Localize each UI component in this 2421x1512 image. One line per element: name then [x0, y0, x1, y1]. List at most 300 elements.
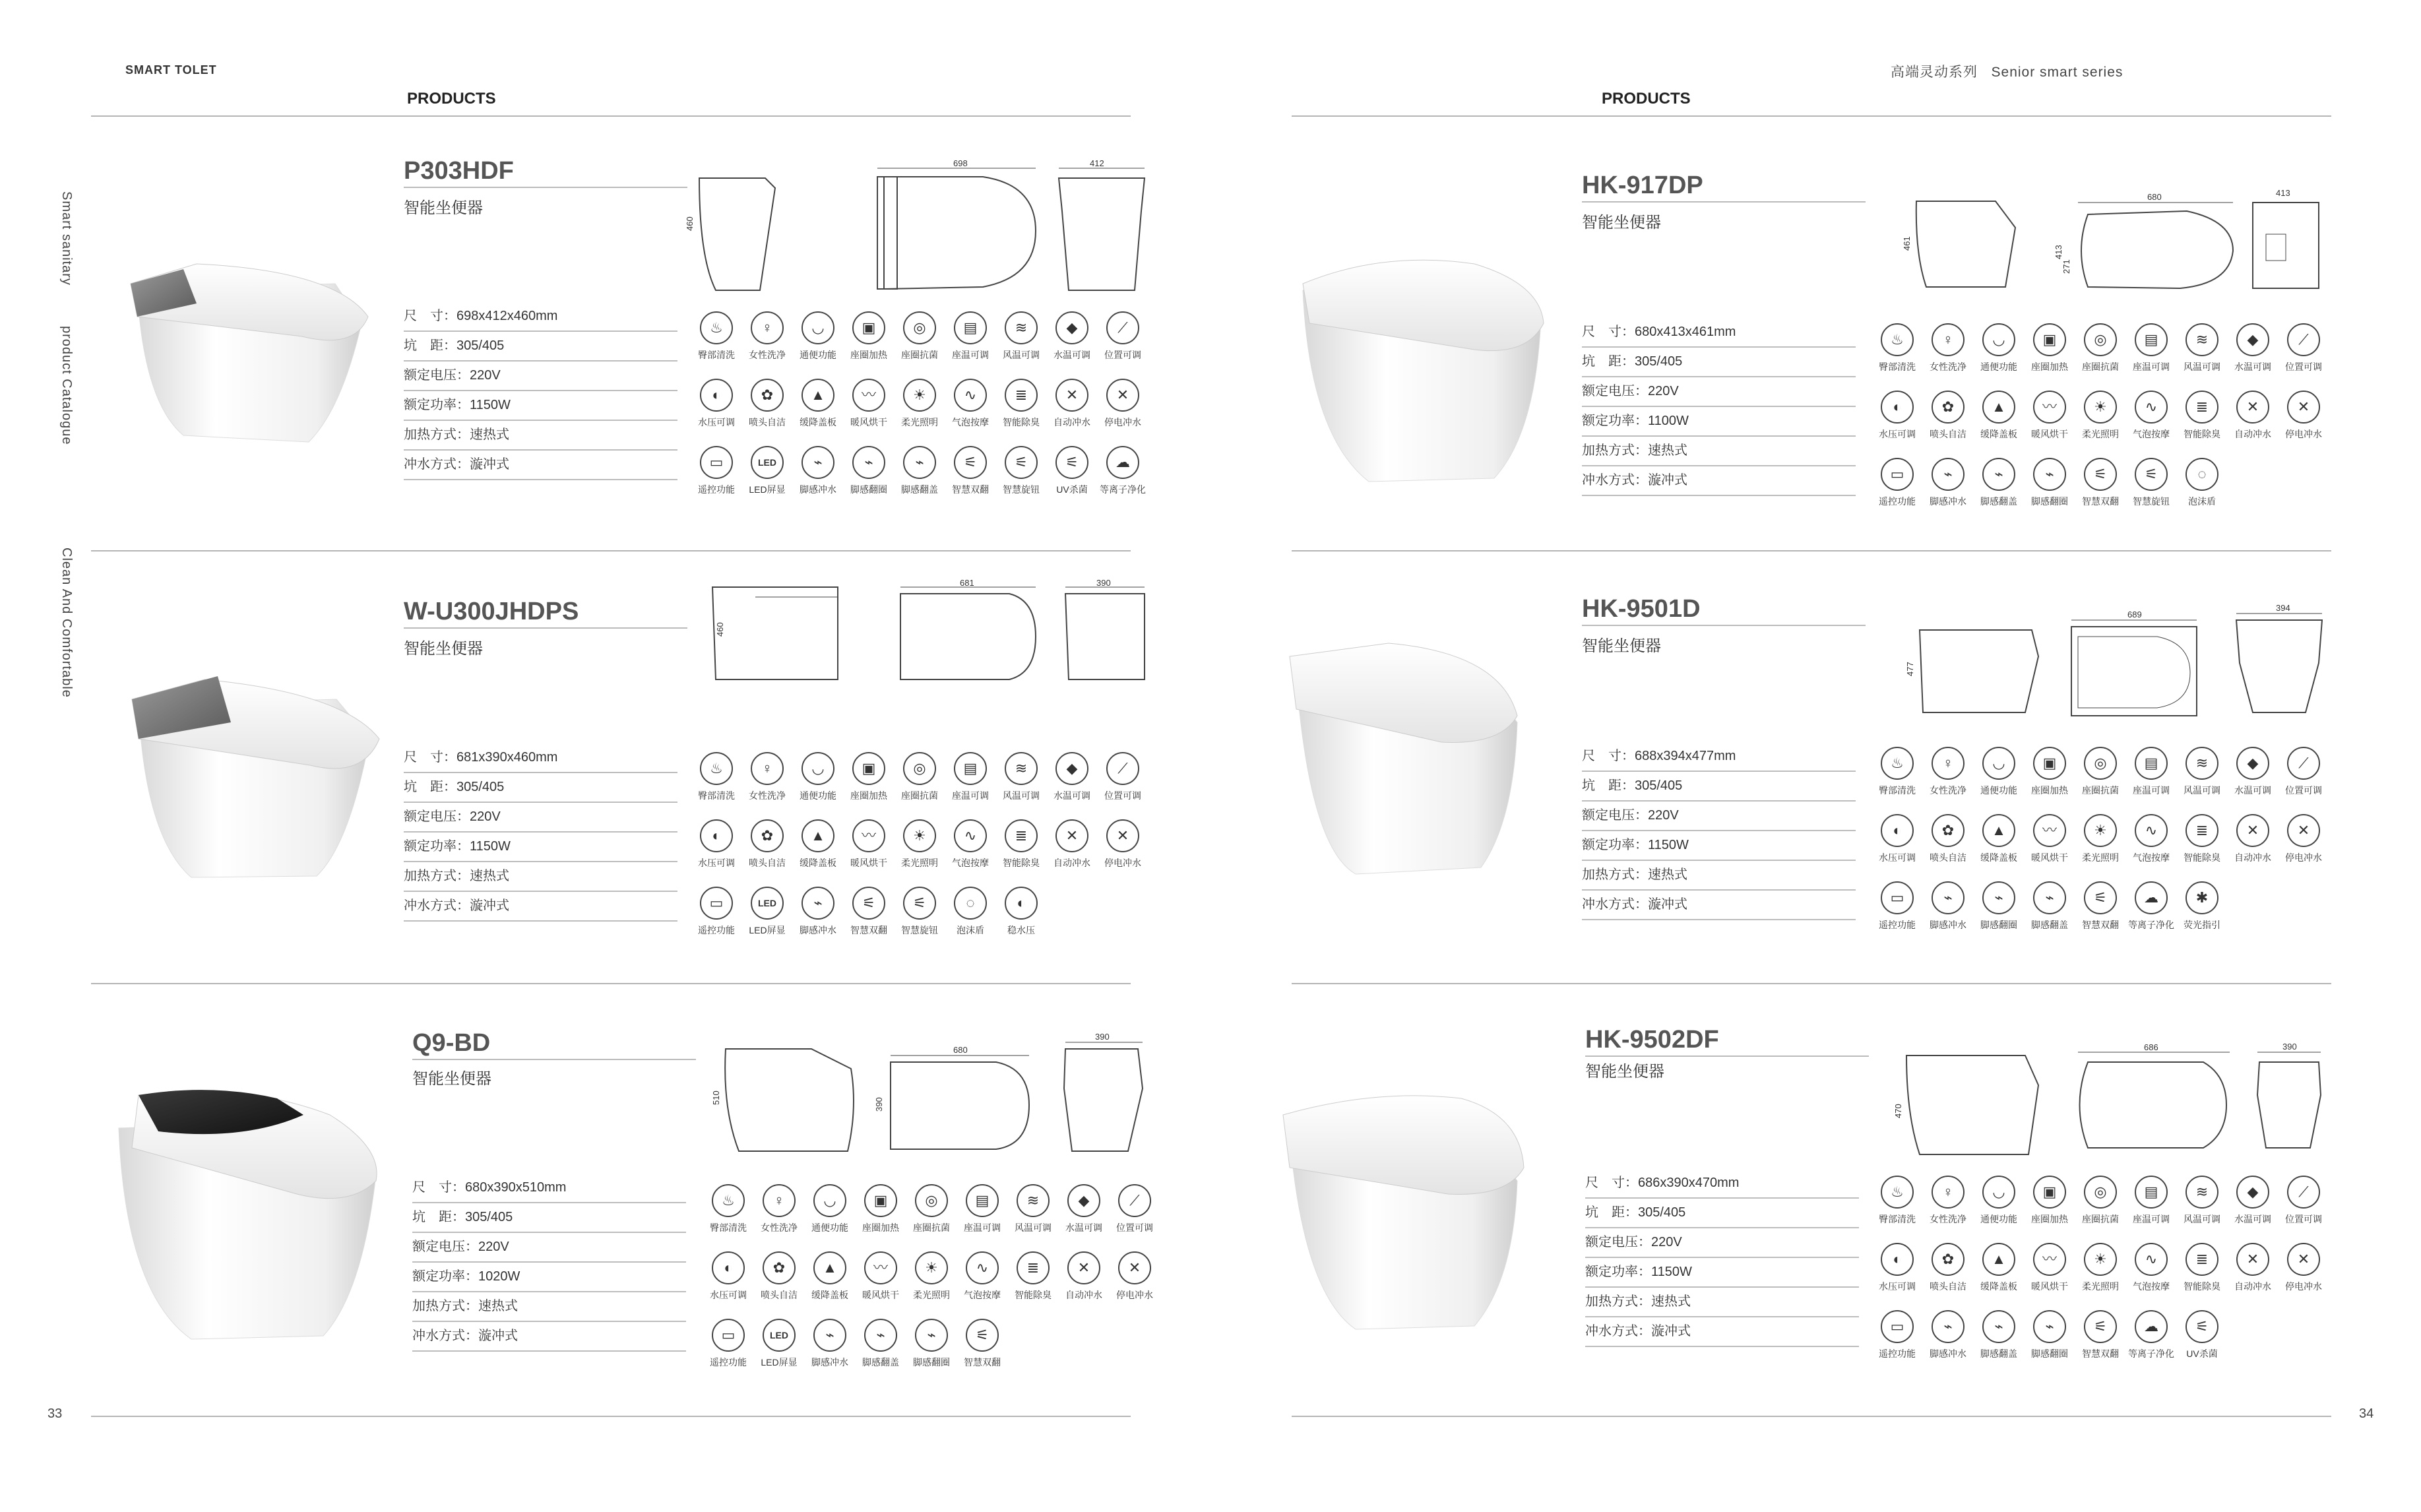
feature-item	[1099, 379, 1147, 429]
seat-heat-icon: ▣	[2033, 1176, 2066, 1209]
seat-temp-icon: ▤	[2135, 747, 2168, 780]
feature-label: 气泡按摩	[2133, 852, 2170, 863]
feature-label: 气泡按摩	[2133, 429, 2170, 439]
foot-cover-icon: ⌁	[2033, 881, 2066, 914]
spec-voltage: 额定电压：220V	[1585, 1228, 1859, 1258]
led-icon: LED	[763, 1319, 796, 1352]
seat-antibac-icon: ◎	[2084, 323, 2117, 356]
feature-label: 水温可调	[2234, 1214, 2271, 1224]
brand-name: SMART TOLET	[125, 63, 217, 77]
seat-antibac-icon: ◎	[915, 1184, 948, 1217]
feature-label: 泡沫盾	[957, 925, 984, 935]
massage-icon: ∿	[2135, 1243, 2168, 1276]
product-name: 智能坐便器	[404, 199, 483, 217]
nozzle-clean-icon: ✿	[751, 379, 784, 412]
feature-label: 智慧双翻	[2082, 1348, 2119, 1359]
spec-pit: 坑 距：305/405	[404, 773, 677, 803]
feature-label: 停电冲水	[2285, 429, 2322, 439]
feature-label: 遥控功能	[698, 484, 735, 495]
spec-size: 尺 寸：680x390x510mm	[412, 1174, 686, 1203]
feature-item	[2280, 814, 2327, 864]
feature-item	[908, 1251, 955, 1302]
dim-length: 686	[2144, 1042, 2158, 1052]
feature-item	[896, 752, 943, 802]
foot-flip-icon: ⌁	[2033, 1310, 2066, 1343]
uv-icon: ⚟	[2185, 1310, 2218, 1343]
feature-item	[806, 1184, 854, 1234]
feature-label: 臀部清洗	[1879, 785, 1916, 796]
foot-flip-icon: ⌁	[1982, 881, 2015, 914]
feature-label: LED屏显	[749, 484, 786, 495]
remote-icon: ▭	[1881, 1310, 1914, 1343]
feature-label: 脚感冲水	[800, 925, 836, 935]
feature-label: 遥控功能	[710, 1357, 747, 1368]
feature-label: 风温可调	[1003, 790, 1040, 801]
foot-flush-icon: ⌁	[1932, 1310, 1965, 1343]
wind-temp-icon: ≋	[2185, 323, 2218, 356]
spec-heating: 加热方式：速热式	[404, 862, 677, 892]
nozzle-clean-icon: ✿	[1932, 814, 1965, 847]
feature-label: 停电冲水	[2285, 852, 2322, 863]
feature-item	[755, 1251, 803, 1302]
outage-flush-icon: ✕	[1118, 1251, 1151, 1284]
feature-label: 水压可调	[698, 417, 735, 427]
technical-drawings	[1893, 1036, 2322, 1161]
feature-item	[1924, 391, 1972, 441]
spec-power: 额定功率：1020W	[412, 1263, 686, 1292]
feature-item	[693, 311, 740, 362]
position-icon: ⟋	[2287, 323, 2320, 356]
feature-item	[2127, 1243, 2175, 1293]
divider	[1292, 550, 2331, 551]
series-cn: 高端灵动系列	[1891, 65, 1978, 80]
feature-label: 智能除臭	[2184, 429, 2220, 439]
foot-flush-icon: ⌁	[802, 446, 834, 479]
spec-list	[404, 743, 677, 922]
feature-label: 停电冲水	[1116, 1290, 1153, 1300]
feature-item	[1099, 819, 1147, 869]
feature-item	[2026, 323, 2073, 373]
slow-close-icon: ▲	[1982, 391, 2015, 424]
foot-cover-icon: ⌁	[903, 446, 936, 479]
feature-label: 脚感冲水	[1930, 1348, 1966, 1359]
feature-label: 遥控功能	[1879, 496, 1916, 507]
foot-flip-icon: ⌁	[915, 1319, 948, 1352]
feature-label: 等离子净化	[2128, 1348, 2174, 1359]
feature-label: 座圈加热	[850, 790, 887, 801]
feature-item	[2127, 881, 2175, 931]
spec-power: 额定功率：1150W	[404, 833, 677, 862]
feature-label: 脚感翻圈	[2031, 496, 2068, 507]
dual-flush-icon: ⚟	[2084, 458, 2117, 491]
dim-length: 681	[960, 578, 974, 588]
feature-label: UV杀菌	[1056, 484, 1088, 495]
side-text-catalogue: product Catalogue	[59, 326, 74, 445]
feature-item	[2280, 391, 2327, 441]
bubble-icon: ◌	[2185, 458, 2218, 491]
auto-flush-icon: ✕	[1067, 1251, 1100, 1284]
feature-item	[794, 752, 842, 802]
feature-label: 风温可调	[2184, 362, 2220, 372]
feature-item	[743, 887, 791, 937]
feature-item	[705, 1319, 752, 1369]
deodor-icon: ≣	[2185, 1243, 2218, 1276]
spec-flush: 冲水方式：漩冲式	[1582, 466, 1856, 496]
spec-heating: 加热方式：速热式	[404, 421, 677, 451]
feature-label: 脚感冲水	[1930, 496, 1966, 507]
feature-item	[1924, 814, 1972, 864]
feature-label: LED屏显	[749, 925, 786, 935]
dim-height: 461	[1902, 236, 1912, 251]
feature-item	[896, 819, 943, 869]
feature-item	[1873, 323, 1921, 373]
feature-item	[2127, 747, 2175, 797]
feature-item	[947, 379, 994, 429]
feature-item	[857, 1184, 904, 1234]
outage-flush-icon: ✕	[1106, 819, 1139, 852]
foot-flip-icon: ⌁	[852, 446, 885, 479]
seat-temp-icon: ▤	[2135, 323, 2168, 356]
seat-temp-icon: ▤	[966, 1184, 999, 1217]
wind-temp-icon: ≋	[2185, 1176, 2218, 1209]
feature-label: 暖风烘干	[2031, 429, 2068, 439]
feature-label: 遥控功能	[1879, 920, 1916, 930]
feature-label: 脚感翻盖	[901, 484, 938, 495]
feature-item	[1111, 1184, 1158, 1234]
feature-item	[2127, 391, 2175, 441]
female-wash-icon: ♀	[1932, 323, 1965, 356]
ion-icon: ☁	[2135, 881, 2168, 914]
spec-list	[1582, 742, 1856, 920]
feature-label: 风温可调	[2184, 785, 2220, 796]
feature-label: LED屏显	[761, 1357, 798, 1368]
feature-item	[997, 311, 1045, 362]
feature-label: 风温可调	[1003, 350, 1040, 360]
feature-label: 座温可调	[964, 1222, 1001, 1233]
feature-item	[2178, 1243, 2226, 1293]
feature-item	[1975, 458, 2023, 508]
feature-item	[1048, 819, 1096, 869]
feature-item	[896, 311, 943, 362]
feature-item	[794, 311, 842, 362]
feature-label: 脚感冲水	[800, 484, 836, 495]
feature-label: 喷头自洁	[1930, 429, 1966, 439]
feature-item	[2127, 1176, 2175, 1226]
feature-label: 暖风烘干	[862, 1290, 899, 1300]
technical-drawings	[1906, 604, 2335, 719]
spec-voltage: 额定电压：220V	[404, 803, 677, 833]
pressure-icon: ◐	[1881, 814, 1914, 847]
feature-item	[2026, 458, 2073, 508]
feature-item	[2077, 881, 2124, 931]
feature-item	[1975, 1243, 2023, 1293]
feature-label: 水压可调	[1879, 429, 1916, 439]
divider	[1292, 1416, 2331, 1417]
position-icon: ⟋	[1106, 752, 1139, 785]
feature-label: 座圈加热	[850, 350, 887, 360]
feature-item	[2178, 1176, 2226, 1226]
spec-flush: 冲水方式：漩冲式	[404, 451, 677, 480]
auto-flush-icon: ✕	[2236, 814, 2269, 847]
feature-label: 水温可调	[2234, 785, 2271, 796]
feature-label: 脚感翻圈	[850, 484, 887, 495]
slow-close-icon: ▲	[802, 379, 834, 412]
feature-item	[806, 1319, 854, 1369]
slow-close-icon: ▲	[802, 819, 834, 852]
outage-flush-icon: ✕	[1106, 379, 1139, 412]
warm-dry-icon: 〰	[852, 819, 885, 852]
night-light-icon: ☀	[903, 819, 936, 852]
feature-item	[1873, 881, 1921, 931]
feature-item	[743, 446, 791, 496]
feature-item	[1060, 1184, 1108, 1234]
spec-voltage: 额定电压：220V	[412, 1233, 686, 1263]
feature-item	[2077, 814, 2124, 864]
led-icon: LED	[751, 887, 784, 920]
feature-label: 柔光照明	[2082, 429, 2119, 439]
feature-item	[794, 446, 842, 496]
feature-label: 臀部清洗	[1879, 1214, 1916, 1224]
seat-antibac-icon: ◎	[2084, 1176, 2117, 1209]
warm-dry-icon: 〰	[2033, 391, 2066, 424]
feature-label: 座温可调	[2133, 1214, 2170, 1224]
feature-label: 座圈抗菌	[901, 790, 938, 801]
feature-item	[1111, 1251, 1158, 1302]
slow-close-icon: ▲	[813, 1251, 846, 1284]
side-text-clean: Clean And Comfortable	[59, 548, 74, 698]
spec-heating: 加热方式：速热式	[1582, 861, 1856, 891]
feature-label: 智能除臭	[2184, 1281, 2220, 1292]
feature-item	[2127, 458, 2175, 508]
remote-icon: ▭	[700, 446, 733, 479]
dual-flush-icon: ⚟	[2084, 881, 2117, 914]
feature-label: 通便功能	[1980, 362, 2017, 372]
spec-size: 尺 寸：688x394x477mm	[1582, 742, 1856, 772]
feature-item	[845, 379, 893, 429]
slow-close-icon: ▲	[1982, 814, 2015, 847]
feature-label: 智慧双翻	[850, 925, 887, 935]
feature-item	[2229, 391, 2277, 441]
dual-flush-icon: ⚟	[852, 887, 885, 920]
feature-label: 风温可调	[1015, 1222, 1052, 1233]
dim-width: 413	[2276, 188, 2290, 198]
feature-item	[693, 819, 740, 869]
feature-label: 遥控功能	[698, 925, 735, 935]
feature-label: 女性洗净	[749, 790, 786, 801]
outage-flush-icon: ✕	[2287, 1243, 2320, 1276]
dim-length: 698	[953, 158, 968, 168]
seat-heat-icon: ▣	[2033, 747, 2066, 780]
feature-item	[997, 379, 1045, 429]
feature-label: 柔光照明	[901, 417, 938, 427]
spec-pit: 坑 距：305/405	[1585, 1199, 1859, 1228]
divider	[91, 983, 1131, 984]
feature-item	[693, 887, 740, 937]
feature-label: 缓降盖板	[1980, 1281, 2017, 1292]
feature-item	[2229, 814, 2277, 864]
fluor-icon: ✱	[2185, 881, 2218, 914]
feature-label: 水压可调	[710, 1290, 747, 1300]
feature-item	[1048, 379, 1096, 429]
feature-item	[997, 752, 1045, 802]
nozzle-clean-icon: ✿	[1932, 391, 1965, 424]
feature-label: 水压可调	[1879, 1281, 1916, 1292]
technical-drawings	[699, 1029, 1161, 1161]
feature-item	[857, 1251, 904, 1302]
pressure-icon: ◐	[712, 1251, 745, 1284]
female-wash-icon: ♀	[1932, 747, 1965, 780]
feature-label: 智能除臭	[2184, 852, 2220, 863]
night-light-icon: ☀	[903, 379, 936, 412]
feature-label: 暖风烘干	[850, 417, 887, 427]
product-image	[1276, 1082, 1527, 1339]
feature-item	[1060, 1251, 1108, 1302]
feature-label: 水压可调	[698, 858, 735, 868]
deodor-icon: ≣	[1005, 819, 1038, 852]
feature-item	[1099, 446, 1147, 496]
feature-label: 暖风烘干	[850, 858, 887, 868]
feature-item	[845, 446, 893, 496]
feature-item	[2280, 1243, 2327, 1293]
feature-label: 柔光照明	[913, 1290, 950, 1300]
feature-item	[2178, 747, 2226, 797]
stool-icon: ◡	[1982, 1176, 2015, 1209]
feature-label: 座圈加热	[862, 1222, 899, 1233]
feature-item	[1873, 747, 1921, 797]
feature-item	[1873, 1310, 1921, 1360]
auto-flush-icon: ✕	[2236, 1243, 2269, 1276]
massage-icon: ∿	[2135, 391, 2168, 424]
feature-label: 通便功能	[800, 790, 836, 801]
divider	[91, 1416, 1131, 1417]
ion-icon: ☁	[2135, 1310, 2168, 1343]
feature-label: 臀部清洗	[698, 790, 735, 801]
feature-item	[1009, 1184, 1057, 1234]
spec-voltage: 额定电压：220V	[1582, 377, 1856, 407]
feature-item	[959, 1319, 1006, 1369]
seat-temp-icon: ▤	[954, 311, 987, 344]
pressure-icon: ◐	[700, 819, 733, 852]
feature-label: 柔光照明	[2082, 1281, 2119, 1292]
feature-label: 水压可调	[1879, 852, 1916, 863]
led-icon: LED	[751, 446, 784, 479]
spec-heating: 加热方式：速热式	[412, 1292, 686, 1322]
feature-item	[2026, 881, 2073, 931]
water-temp-icon: ◆	[2236, 747, 2269, 780]
feature-item	[2077, 1243, 2124, 1293]
feature-label: 通便功能	[811, 1222, 848, 1233]
feature-item	[2077, 1176, 2124, 1226]
dual-flush-icon: ⚟	[954, 446, 987, 479]
feature-item	[2127, 1310, 2175, 1360]
feature-item	[908, 1319, 955, 1369]
spec-power: 额定功率：1150W	[1582, 831, 1856, 861]
page-number-left: 33	[47, 1406, 63, 1421]
product-name: 智能坐便器	[412, 1070, 491, 1088]
dual-flush-icon: ⚟	[966, 1319, 999, 1352]
spec-power: 额定功率：1150W	[404, 391, 677, 421]
feature-item	[806, 1251, 854, 1302]
foot-cover-icon: ⌁	[1982, 1310, 2015, 1343]
foot-flip-icon: ⌁	[2033, 458, 2066, 491]
feature-label: 停电冲水	[1104, 417, 1141, 427]
rear-wash-icon: ♨	[1881, 1176, 1914, 1209]
feature-item	[1048, 752, 1096, 802]
products-heading-left: PRODUCTS	[407, 90, 496, 108]
feature-item	[845, 887, 893, 937]
spec-flush: 冲水方式：漩冲式	[1585, 1317, 1859, 1347]
feature-label: 遥控功能	[1879, 1348, 1916, 1359]
feature-label: 气泡按摩	[952, 858, 989, 868]
foot-flush-icon: ⌁	[1932, 458, 1965, 491]
uv-icon: ⚟	[1055, 446, 1088, 479]
spec-size: 尺 寸：698x412x460mm	[404, 302, 677, 332]
dim-width: 390	[2282, 1042, 2297, 1052]
feature-item	[1975, 1176, 2023, 1226]
rear-wash-icon: ♨	[1881, 323, 1914, 356]
seat-heat-icon: ▣	[852, 311, 885, 344]
divider	[1292, 115, 2331, 117]
rear-wash-icon: ♨	[700, 752, 733, 785]
feature-label: 脚感翻圈	[913, 1357, 950, 1368]
feature-item	[2229, 1243, 2277, 1293]
seat-temp-icon: ▤	[2135, 1176, 2168, 1209]
foot-flush-icon: ⌁	[813, 1319, 846, 1352]
feature-item	[794, 887, 842, 937]
feature-label: 水温可调	[1053, 790, 1090, 801]
water-temp-icon: ◆	[1055, 752, 1088, 785]
spec-list	[412, 1174, 686, 1352]
product-model: HK-9501D	[1582, 595, 1866, 626]
stable-pressure-icon: ◐	[1005, 887, 1038, 920]
feature-item	[2026, 1310, 2073, 1360]
feature-label: 位置可调	[1104, 350, 1141, 360]
feature-item	[997, 819, 1045, 869]
feature-item	[2077, 1310, 2124, 1360]
feature-label: 暖风烘干	[2031, 852, 2068, 863]
feature-label: 脚感翻盖	[1980, 1348, 2017, 1359]
warm-dry-icon: 〰	[852, 379, 885, 412]
feature-label: 座圈加热	[2031, 1214, 2068, 1224]
feature-label: 等离子净化	[2128, 920, 2174, 930]
feature-label: 气泡按摩	[2133, 1281, 2170, 1292]
feature-label: 水温可调	[1065, 1222, 1102, 1233]
feature-label: 智慧双翻	[2082, 920, 2119, 930]
feature-label: 停电冲水	[1104, 858, 1141, 868]
female-wash-icon: ♀	[1932, 1176, 1965, 1209]
feature-label: 位置可调	[2285, 1214, 2322, 1224]
dual-flush-icon: ⚟	[2084, 1310, 2117, 1343]
feature-label: 泡沫盾	[2188, 496, 2216, 507]
seat-antibac-icon: ◎	[903, 311, 936, 344]
feature-label: 脚感翻盖	[2031, 920, 2068, 930]
dim-height: 460	[715, 622, 725, 637]
feature-item	[743, 752, 791, 802]
feature-item	[2178, 814, 2226, 864]
feature-item	[1099, 752, 1147, 802]
feature-label: 缓降盖板	[800, 858, 836, 868]
night-light-icon: ☀	[915, 1251, 948, 1284]
feature-item	[896, 887, 943, 937]
foot-cover-icon: ⌁	[864, 1319, 897, 1352]
wind-temp-icon: ≋	[1005, 311, 1038, 344]
feature-item	[693, 446, 740, 496]
female-wash-icon: ♀	[751, 752, 784, 785]
feature-label: 臀部清洗	[710, 1222, 747, 1233]
feature-item	[755, 1184, 803, 1234]
feature-label: 智慧双翻	[2082, 496, 2119, 507]
divider	[91, 550, 1131, 551]
